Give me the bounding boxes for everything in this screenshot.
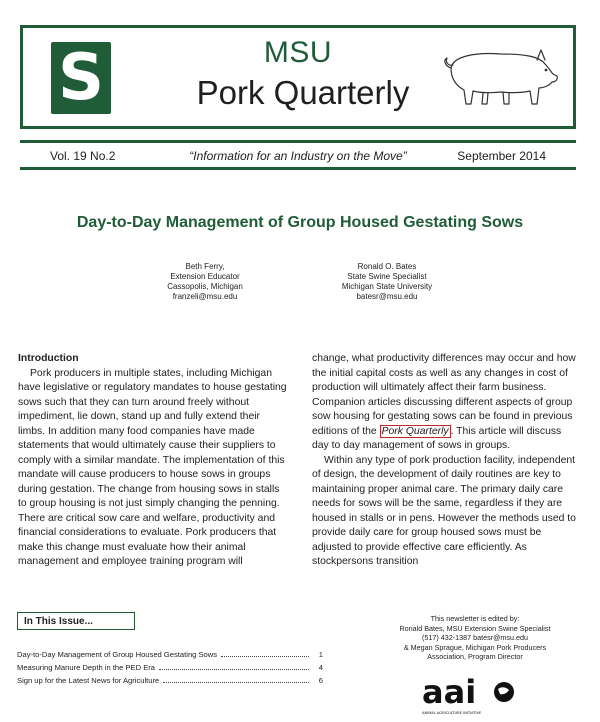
aai-logo-tagline: ANIMAL AGRICULTURE INITIATIVE — [422, 711, 482, 715]
toc-leader-dots — [221, 656, 309, 657]
table-of-contents — [17, 650, 323, 689]
author-name: Beth Ferry, — [185, 262, 225, 271]
author-name: Ronald O. Bates — [357, 262, 417, 271]
author-place: Michigan State University — [341, 282, 433, 291]
pig-illustration-icon — [431, 38, 559, 118]
article-column-left — [18, 352, 288, 570]
article-title: Day-to-Day Management of Group Housed Gestating Sows — [76, 214, 524, 231]
author-place: Cassopolis, Michigan — [167, 282, 243, 291]
toc-item-title: Measuring Manure Depth in the PED Era — [17, 663, 156, 672]
intro-paragraph-1-continued — [312, 352, 580, 454]
paragraph-text-end: . This article will discuss day to day management of sows in groups. — [312, 425, 562, 451]
author-block-bates — [302, 262, 472, 302]
article-column-right — [312, 352, 580, 570]
toc-leader-dots — [159, 669, 309, 670]
editor-line: & Megan Sprague, Michigan Pork Producers — [403, 642, 547, 652]
author-email: franzeli@msu.edu — [172, 292, 238, 301]
toc-item-page: 1 — [318, 650, 323, 659]
editor-line: (517) 432-1387 batesr@msu.edu — [422, 633, 528, 643]
issue-info-bar — [20, 140, 576, 170]
pork-quarterly-link[interactable]: Pork Quarterly — [381, 425, 449, 437]
logo-letter: S — [57, 41, 105, 115]
author-role: State Swine Specialist — [347, 272, 427, 281]
toc-leader-dots — [163, 682, 309, 683]
editor-line: Ronald Bates, MSU Extension Swine Specialist — [399, 623, 551, 633]
toc-item[interactable] — [17, 650, 323, 663]
issue-date: September 2014 — [457, 149, 546, 163]
masthead-title-msu: MSU — [263, 36, 333, 69]
toc-item[interactable] — [17, 676, 323, 689]
editor-credits — [380, 614, 570, 662]
toc-item[interactable] — [17, 663, 323, 676]
intro-paragraph-2: Within any type of pork production facility, independent of design, the development of daily routines are key to maintaining proper animal care. The primary daily care needs for sows will be the same, regardless if they are housed in stalls or in pens. However the methods used to provide daily care for group housed sows must be adjusted to provide effective care efficiently. As stockpersons transition — [312, 454, 576, 567]
author-block-ferry — [120, 262, 290, 302]
masthead — [20, 25, 576, 129]
editor-line: This newsletter is edited by: — [430, 614, 520, 623]
author-role: Extension Educator — [170, 272, 240, 281]
author-email: batesr@msu.edu — [356, 292, 418, 301]
masthead-title-pork-quarterly: Pork Quarterly — [196, 74, 410, 111]
aai-logo — [420, 675, 524, 717]
aai-logo-text: aai — [422, 675, 477, 711]
intro-paragraph-1: Pork producers in multiple states, including Michigan have legislative or regulatory mandates to house gestating sows such that they can turn around freely without impediment, lie down, stand up and fully extend their limbs. In addition many food companies have made statements that would ultimately cause their suppliers to comply with a similar mandate. The implementation of this mandate will cause producers to house sows in groups during gestation. The change from housing sows in stalls to group housing is not just simply changing the penning. There are critical sow care and welfare, productivity and financial considerations to evaluate. Pork producers that make this change must evaluate how their animal management and employee training program will — [18, 367, 287, 567]
toc-item-title: Sign up for the Latest News for Agriculture — [17, 676, 160, 685]
paragraph-text: change, what productivity differences may occur and how the initial capital costs as well as any changes in cost of production will ultimately affect their farm business. Companion articles discussing different aspects of group sow housing for gestating sows can be found in previous editions of the — [312, 353, 576, 437]
in-this-issue-label: In This Issue... — [17, 612, 135, 630]
editor-line: Association, Program Director — [427, 652, 523, 662]
volume-number: Vol. 19 No.2 — [50, 149, 116, 163]
toc-item-title: Day-to-Day Management of Group Housed Gestating Sows — [17, 650, 218, 659]
intro-heading: Introduction — [18, 353, 79, 364]
toc-item-page: 6 — [318, 676, 323, 685]
newsletter-motto: “Information for an Industry on the Move” — [189, 149, 407, 163]
toc-item-page: 4 — [318, 663, 323, 672]
